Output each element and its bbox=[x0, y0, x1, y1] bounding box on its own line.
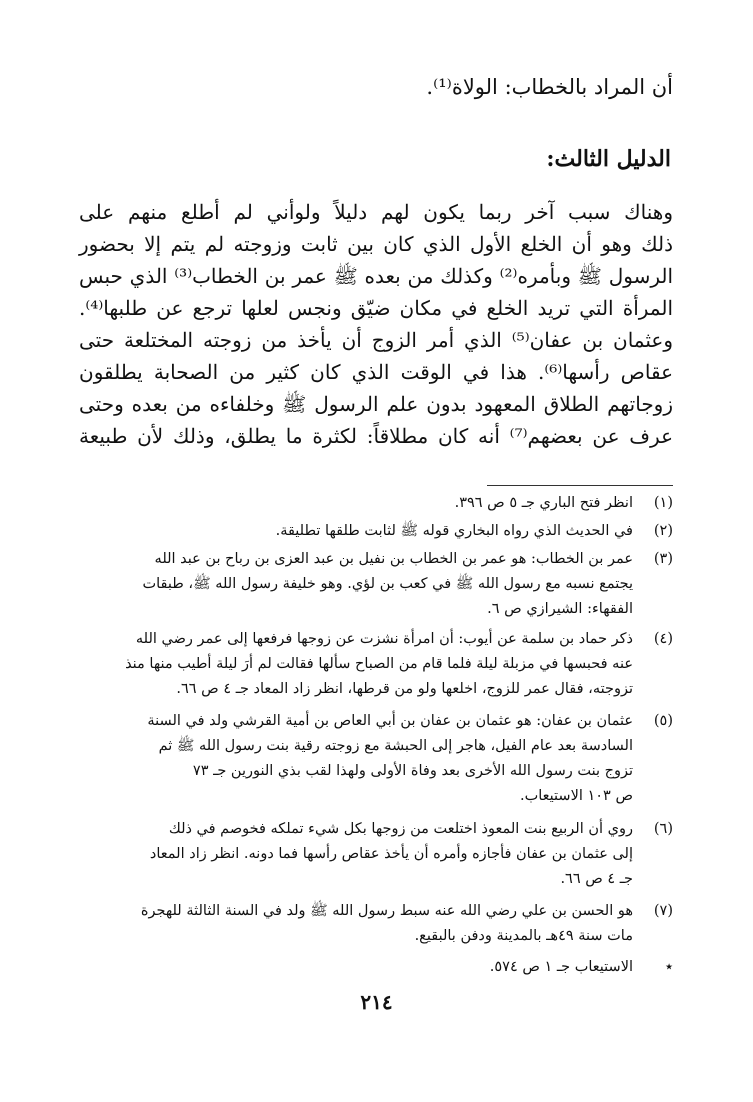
footnote-line: عنه فحبسها في مزبلة ليلة فلما قام من الصباح سألها فقالت لم أرَ ليلة أطيب منها منذ bbox=[125, 656, 633, 672]
footnote bbox=[79, 899, 673, 949]
paragraph-line: المرأة التي تريد الخلع في مكان ضيّق ونجس لعلها ترجع عن طلبها⁽⁴⁾. bbox=[79, 296, 673, 320]
footnote-separator bbox=[487, 485, 673, 486]
page-number: ٢١٤ bbox=[360, 990, 393, 1014]
section-heading: الدليل الثالث: bbox=[546, 146, 671, 172]
footnote-line: روي أن الربيع بنت المعوذ اختلعت من زوجها بكل شيء تملكه فخوصم في ذلك bbox=[168, 821, 633, 837]
footnote bbox=[79, 817, 673, 892]
paragraph-line: عقاص رأسها⁽⁶⁾. هذا في الوقت الذي كان كثير من الصحابة يطلقون bbox=[79, 360, 673, 384]
footnote-line: يجتمع نسبه مع رسول الله ﷺ في كعب بن لؤي. وهو خليفة رسول الله ﷺ، طبقات bbox=[142, 576, 633, 592]
footnote-line: انظر فتح الباري جـ ٥ ص ٣٩٦. bbox=[454, 495, 633, 511]
paragraph-line: عرف عن بعضهم⁽⁷⁾ أنه كان مطلاقاً: لكثرة ما يطلق، وذلك لأن طبيعة bbox=[79, 424, 673, 448]
footnote bbox=[79, 955, 673, 980]
footnote-line: ص ١٠٣ الاستيعاب. bbox=[520, 788, 633, 804]
footnote-line: مات سنة ٤٩هـ بالمدينة ودفن بالبقيع. bbox=[414, 928, 633, 944]
footnote-number: (١) bbox=[653, 495, 673, 511]
footnote-line: تزوج بنت رسول الله الأخرى بعد وفاة الأولى ولهذا لقب بذي النورين جـ ٧٣ bbox=[192, 763, 633, 779]
paragraph-line: الرسول ﷺ وبأمره⁽²⁾ وكذلك من بعده ﷺ عمر بن الخطاب⁽³⁾ الذي حبس bbox=[79, 264, 674, 288]
footnote-line: تزوجته، فقال عمر للزوج، اخلعها ولو من قرطها، انظر زاد المعاد جـ ٤ ص ٦٦. bbox=[176, 681, 633, 697]
footnote-number: (٧) bbox=[653, 903, 673, 919]
footnote bbox=[79, 627, 673, 702]
footnote bbox=[79, 519, 673, 544]
footnote-number: (٤) bbox=[653, 631, 673, 647]
footnote-line: جـ ٤ ص ٦٦. bbox=[560, 871, 633, 887]
footnote-line: إلى عثمان بن عفان فأجازه وأمره أن يأخذ عقاص رأسها فما دونه. انظر زاد المعاد bbox=[149, 846, 633, 862]
paragraph-line: وهناك سبب آخر ربما يكون لهم دليلاً ولوأني لم أطلع منهم على bbox=[79, 200, 673, 224]
footnote-line: عثمان بن عفان: هو عثمان بن عفان بن أبي العاص بن أمية القرشي ولد في السنة bbox=[147, 713, 633, 729]
footnote-number: ٭ bbox=[665, 959, 673, 975]
footnote-line: الاستيعاب جـ ١ ص ٥٧٤. bbox=[489, 959, 633, 975]
footnote bbox=[79, 709, 673, 809]
footnote-number: (٢) bbox=[653, 523, 673, 539]
footnote-line: عمر بن الخطاب: هو عمر بن الخطاب بن نفيل بن عبد العزى بن رباح بن عبد الله bbox=[154, 551, 633, 567]
footnote-line: هو الحسن بن علي رضي الله عنه سبط رسول الله ﷺ ولد في السنة الثالثة للهجرة bbox=[140, 903, 633, 919]
footnote bbox=[79, 491, 673, 516]
footnote-line: في الحديث الذي رواه البخاري قوله ﷺ لثابت طلقها تطليقة. bbox=[275, 523, 633, 539]
footnote-line: ذكر حماد بن سلمة عن أيوب: أن امرأة نشزت عن زوجها فرفعها إلى عمر رضي الله bbox=[135, 631, 633, 647]
paragraph-line: وعثمان بن عفان⁽⁵⁾ الذي أمر الزوج أن يأخذ من زوجته المختلعة حتى bbox=[79, 328, 673, 352]
continuation-line: أن المراد بالخطاب: الولاة⁽¹⁾. bbox=[426, 75, 673, 99]
paragraph-line: زوجاتهم الطلاق المعهود بدون علم الرسول ﷺ وخلفاءه من بعده وحتى bbox=[79, 392, 673, 416]
footnote-number: (٣) bbox=[653, 551, 673, 567]
footnote bbox=[79, 547, 673, 622]
paragraph-line: ذلك وهو أن الخلع الأول الذي كان بين ثابت وزوجته لم يتم إلا بحضور bbox=[79, 232, 673, 256]
footnote-number: (٦) bbox=[653, 821, 673, 837]
footnote-line: الفقهاء: الشيرازي ص ٦. bbox=[487, 601, 633, 617]
footnote-line: السادسة بعد عام الفيل، هاجر إلى الحبشة مع زوجته رقية بنت رسول الله ﷺ ثم bbox=[158, 738, 633, 754]
footnote-number: (٥) bbox=[653, 713, 673, 729]
